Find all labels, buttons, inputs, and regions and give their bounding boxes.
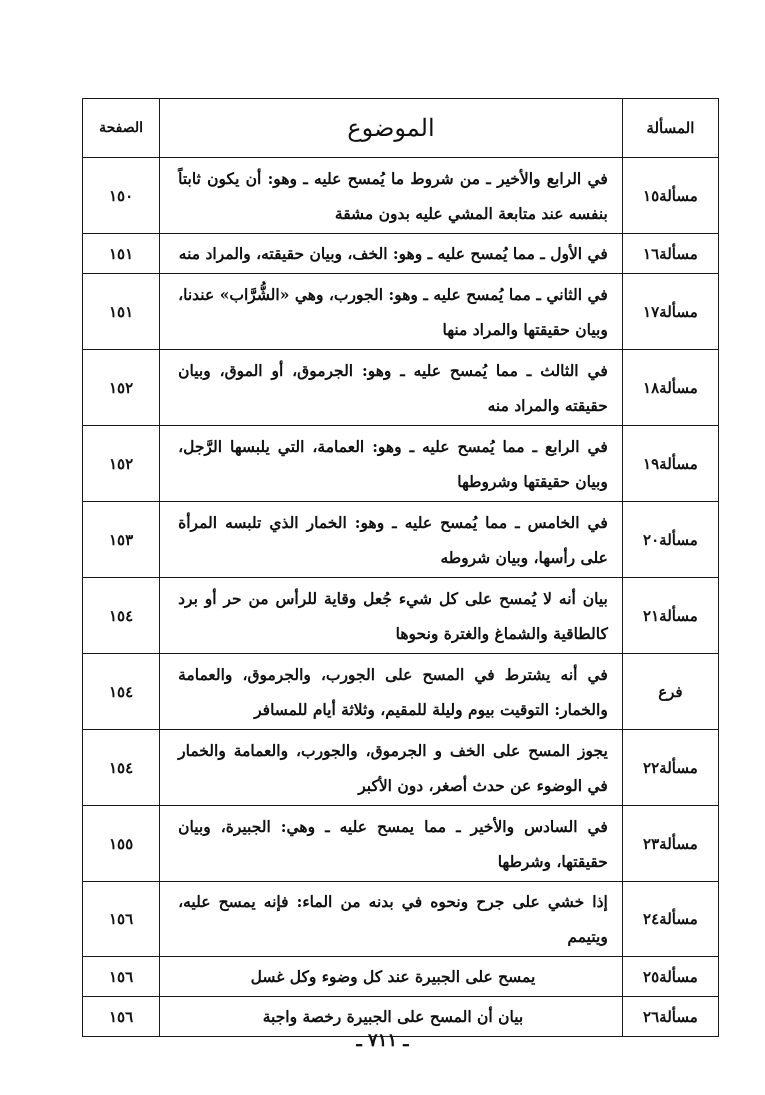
row-topic: بيان أن المسح على الجبيرة رخصة واجبة xyxy=(160,997,623,1037)
page-number: ـ ٧١١ ـ xyxy=(356,1030,409,1051)
row-issue-label: مسألة١٩ xyxy=(622,426,718,502)
row-issue-label: فرع xyxy=(622,654,718,730)
table-row xyxy=(83,350,719,426)
table-header-row xyxy=(83,99,719,158)
row-page-number: ١٥٣ xyxy=(83,502,160,578)
row-issue-label: مسألة٢٣ xyxy=(622,806,718,882)
row-page-number: ١٥٦ xyxy=(83,882,160,957)
row-page-number: ١٥٦ xyxy=(83,997,160,1037)
row-issue-label: مسألة١٥ xyxy=(622,158,718,234)
table-row xyxy=(83,234,719,274)
row-topic: يجوز المسح على الخف و الجرموق، والجورب، والعمامة والخمار في الوضوء عن حدث أصغر، دون الأكبر xyxy=(160,730,623,806)
row-page-number: ١٥٤ xyxy=(83,578,160,654)
table-body xyxy=(83,158,719,1037)
header-topic: الموضوع xyxy=(160,99,623,158)
table-row xyxy=(83,578,719,654)
row-topic: في السادس والأخير ـ مما يمسح عليه ـ وهي: الجبيرة، وبيان حقيقتها، وشرطها xyxy=(160,806,623,882)
row-topic: يمسح على الجبيرة عند كل وضوء وكل غسل xyxy=(160,957,623,997)
row-topic: في الخامس ـ مما يُمسح عليه ـ وهو: الخمار الذي تلبسه المرأة على رأسها، وبيان شروطه xyxy=(160,502,623,578)
table-row xyxy=(83,957,719,997)
row-issue-label: مسألة٢٢ xyxy=(622,730,718,806)
row-topic: في الثاني ـ مما يُمسح عليه ـ وهو: الجورب، وهي «الشُّرَّاب» عندنا، وبيان حقيقتها والمراد منها xyxy=(160,274,623,350)
table-row xyxy=(83,654,719,730)
row-topic: في أنه يشترط في المسح على الجورب، والجرموق، والعمامة والخمار: التوقيت بيوم وليلة للمقيم، وثلاثة أيام للمسافر xyxy=(160,654,623,730)
row-topic: بيان أنه لا يُمسح على كل شيء جُعل وقاية للرأس من حر أو برد كالطاقية والشماغ والغترة ونحوها xyxy=(160,578,623,654)
row-page-number: ١٥٠ xyxy=(83,158,160,234)
row-page-number: ١٥٢ xyxy=(83,350,160,426)
row-issue-label: مسألة٢٤ xyxy=(622,882,718,957)
row-page-number: ١٥٥ xyxy=(83,806,160,882)
row-page-number: ١٥٢ xyxy=(83,426,160,502)
row-issue-label: مسألة١٦ xyxy=(622,234,718,274)
row-page-number: ١٥٤ xyxy=(83,730,160,806)
table-row xyxy=(83,730,719,806)
row-issue-label: مسألة١٨ xyxy=(622,350,718,426)
row-issue-label: مسألة٢٥ xyxy=(622,957,718,997)
table-row xyxy=(83,426,719,502)
table-row xyxy=(83,806,719,882)
row-page-number: ١٥١ xyxy=(83,274,160,350)
header-issue: المسألة xyxy=(622,99,718,158)
row-topic: في الرابع والأخير ـ من شروط ما يُمسح عليه ـ وهو: أن يكون ثابتاً بنفسه عند متابعة المشي عليه بدون مشقة xyxy=(160,158,623,234)
row-topic: إذا خشي على جرح ونحوه في بدنه من الماء: فإنه يمسح عليه، ويتيمم xyxy=(160,882,623,957)
row-issue-label: مسألة٢٠ xyxy=(622,502,718,578)
table-row xyxy=(83,502,719,578)
row-issue-label: مسألة٢١ xyxy=(622,578,718,654)
row-page-number: ١٥٤ xyxy=(83,654,160,730)
row-page-number: ١٥١ xyxy=(83,234,160,274)
row-issue-label: مسألة٢٦ xyxy=(622,997,718,1037)
header-page: الصفحة xyxy=(83,99,160,158)
row-topic: في الأول ـ مما يُمسح عليه ـ وهو: الخف، وبيان حقيقته، والمراد منه xyxy=(160,234,623,274)
table-row xyxy=(83,882,719,957)
table-row xyxy=(83,158,719,234)
row-issue-label: مسألة١٧ xyxy=(622,274,718,350)
row-page-number: ١٥٦ xyxy=(83,957,160,997)
index-table xyxy=(82,98,719,1037)
table-row xyxy=(83,274,719,350)
row-topic: في الثالث ـ مما يُمسح عليه ـ وهو: الجرموق، أو الموق، وبيان حقيقته والمراد منه xyxy=(160,350,623,426)
row-topic: في الرابع ـ مما يُمسح عليه ـ وهو: العمامة، التي يلبسها الرَّجل، وبيان حقيقتها وشروطها xyxy=(160,426,623,502)
